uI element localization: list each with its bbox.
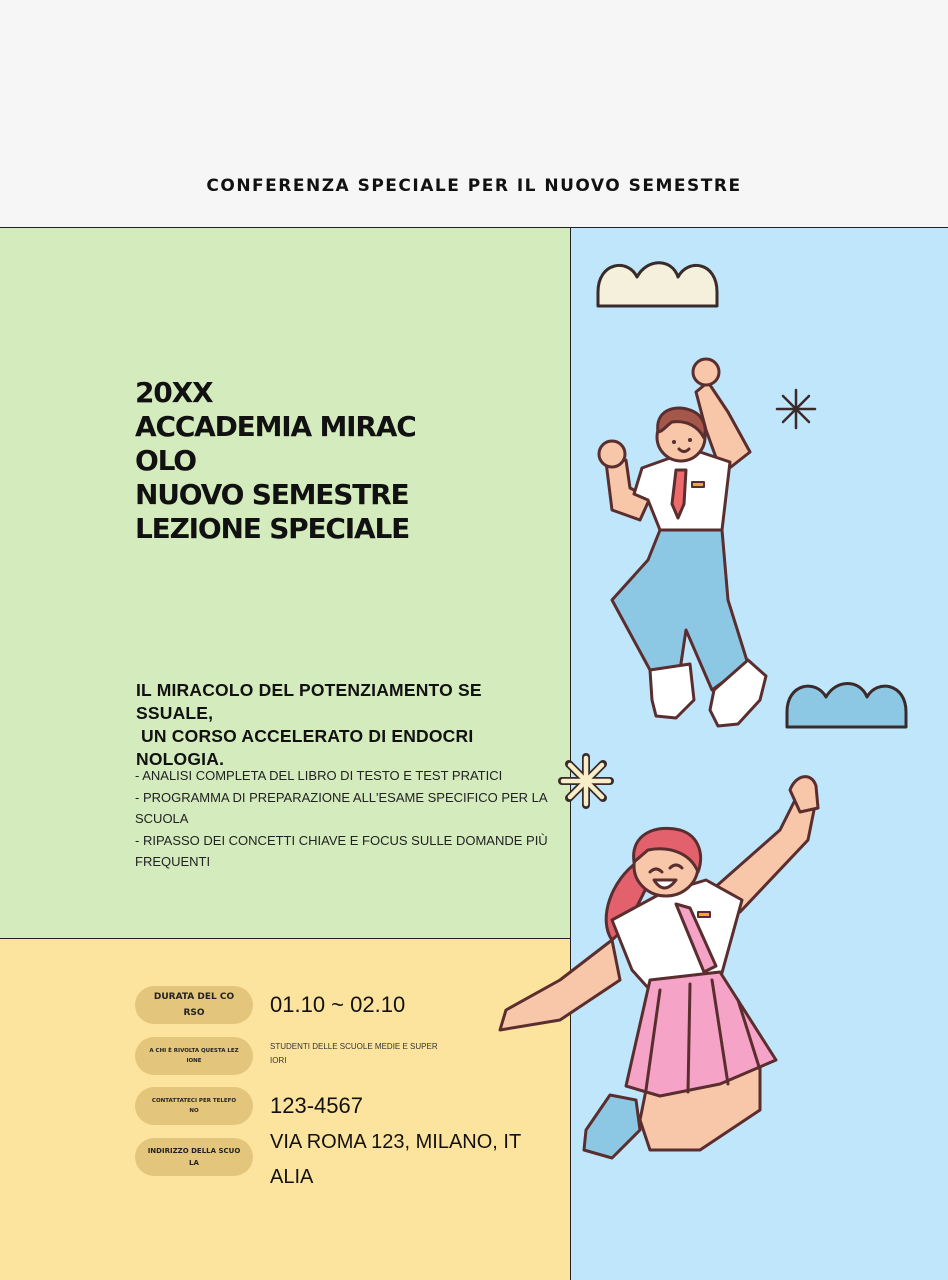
bullet-line: - ANALISI COMPLETA DEL LIBRO DI TESTO E TEST PRATICI — [135, 768, 503, 783]
pill-text: A CHI È RIVOLTA QUESTA LEZ — [149, 1048, 239, 1054]
pill-text: LA — [189, 1159, 199, 1167]
phone-value: 123-4567 — [270, 1093, 363, 1118]
headline-line: LEZIONE SPECIALE — [135, 512, 410, 545]
intro-line: IL MIRACOLO DEL POTENZIAMENTO SE — [136, 680, 482, 700]
duration-label-pill — [135, 986, 253, 1024]
audience-line: IORI — [270, 1056, 287, 1065]
pill-text: IONE — [186, 1058, 202, 1064]
address-line: VIA ROMA 123, MILANO, IT — [270, 1131, 522, 1153]
intro-line: NOLOGIA. — [136, 749, 225, 769]
top-band — [0, 0, 948, 228]
event-subtitle: CONFERENZA SPECIALE PER IL NUOVO SEMESTRE — [206, 176, 742, 196]
address-value — [270, 1125, 521, 1195]
bullet-line: - RIPASSO DEI CONCETTI CHIAVE E FOCUS SULLE DOMANDE PIÙ — [135, 832, 548, 848]
headline-line: NUOVO SEMESTRE — [135, 478, 409, 511]
bullet-line: - PROGRAMMA DI PREPARAZIONE ALL'ESAME SPECIFICO PER LA — [135, 789, 548, 805]
pill-text: INDIRIZZO DELLA SCUO — [147, 1147, 241, 1155]
course-intro — [136, 679, 496, 771]
blue-panel — [571, 228, 948, 1280]
bullet-line: SCUOLA — [135, 811, 189, 826]
headline-line: ACCADEMIA MIRAC — [135, 410, 416, 443]
address-label-pill — [135, 1138, 253, 1176]
course-bullets — [135, 765, 550, 873]
phone-label-pill — [135, 1087, 253, 1125]
pill-text: NO — [189, 1108, 199, 1114]
audience-value — [270, 1040, 438, 1068]
bullet-line: FREQUENTI — [135, 854, 211, 869]
duration-value: 01.10 ~ 02.10 — [270, 992, 406, 1017]
pill-text: CONTATTATECI PER TELEFO — [151, 1098, 237, 1104]
audience-label-pill — [135, 1037, 253, 1075]
headline-title — [135, 376, 465, 546]
headline-line: 20XX — [135, 376, 213, 409]
pill-text: RSO — [183, 1008, 205, 1018]
audience-line: STUDENTI DELLE SCUOLE MEDIE E SUPER — [270, 1042, 438, 1051]
intro-line: UN CORSO ACCELERATO DI ENDOCRI — [136, 726, 474, 746]
headline-line: OLO — [135, 444, 196, 477]
address-line: ALIA — [270, 1166, 314, 1188]
intro-line: SSUALE, — [136, 703, 214, 723]
pill-text: DURATA DEL CO — [153, 992, 235, 1002]
